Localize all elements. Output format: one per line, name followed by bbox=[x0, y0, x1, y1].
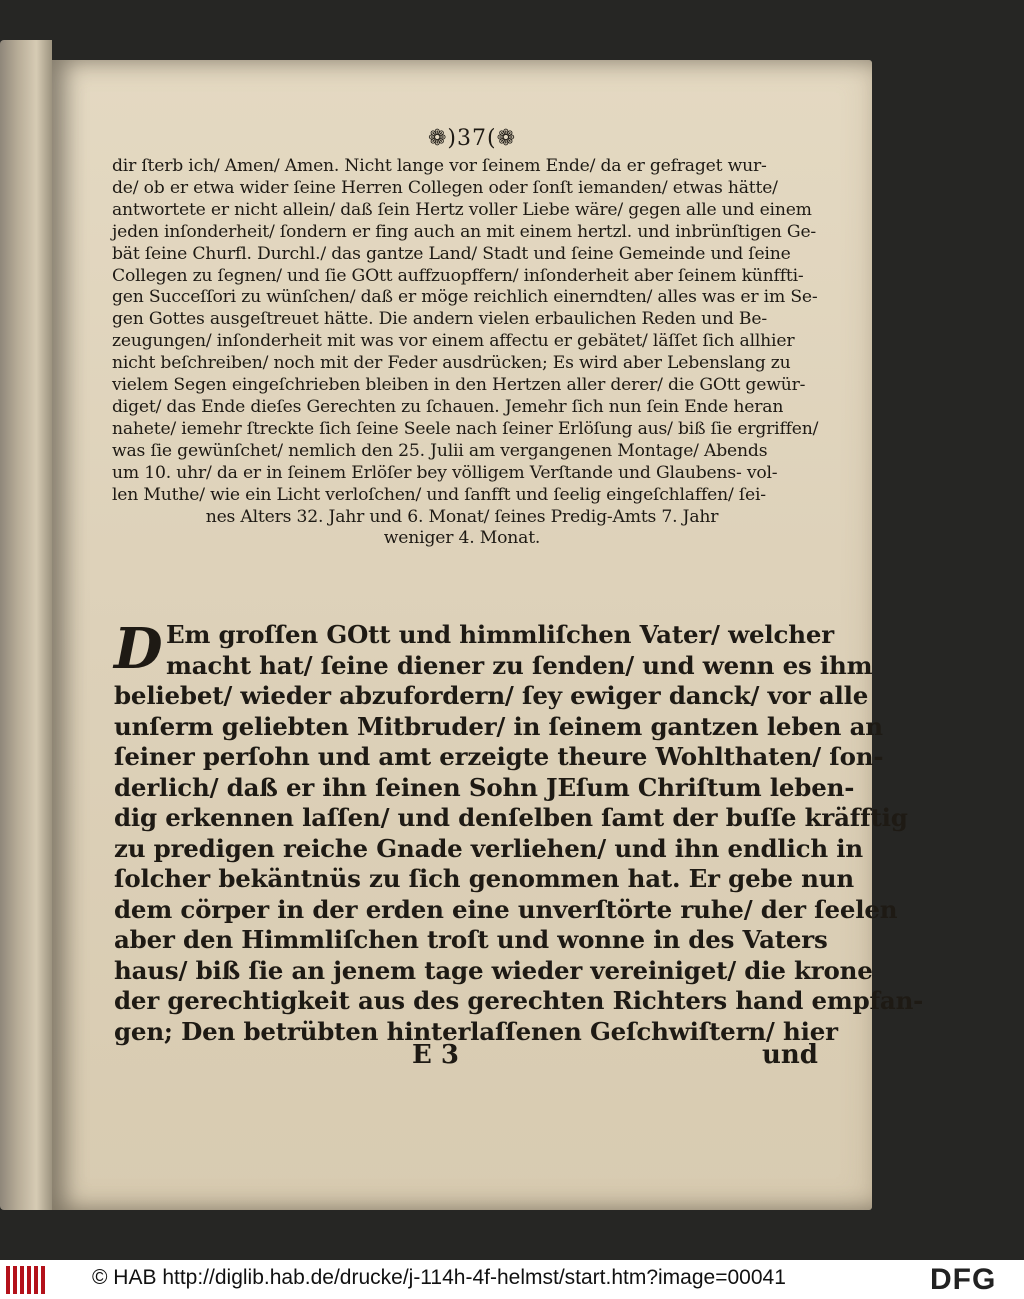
text-line: antwortete er nicht allein/ daß ſein Hertz voller Liebe wäre/ gegen alle und einem bbox=[112, 199, 812, 220]
text-line: Em groſſen GOtt und himmliſchen Vater/ welcher bbox=[166, 620, 834, 649]
text-line: ſolcher bekäntnüs zu ſich genommen hat. Er gebe nun bbox=[114, 864, 854, 893]
page-header: ❁)37(❁ bbox=[427, 126, 517, 151]
viewer-footer bbox=[0, 1260, 1024, 1299]
hab-logo-icon[interactable] bbox=[6, 1266, 48, 1294]
text-line: Collegen zu ſegnen/ und ſie GOtt auffzuopffern/ inſonderheit aber ſeinem künffti- bbox=[112, 265, 804, 286]
text-line: beliebet/ wieder abzufordern/ ſey ewiger danck/ vor alle bbox=[114, 681, 869, 710]
paragraph-large-print bbox=[114, 616, 924, 1047]
text-line: derlich/ daß er ihn ſeinen Sohn JEſum Chriſtum leben- bbox=[114, 772, 855, 802]
paragraph-small-print bbox=[112, 156, 819, 550]
page-footer bbox=[112, 1040, 822, 1070]
text-line: zu predigen reiche Gnade verliehen/ und ihn endlich in bbox=[114, 833, 863, 863]
text-line: unſerm geliebten Mitbruder/ in ſeinem gantzen leben an bbox=[114, 711, 883, 741]
text-line: nahete/ iemehr ſtreckte ſich ſeine Seele nach ſeiner Erlöſung aus/ biß ſie ergriffen/ bbox=[112, 418, 819, 439]
book-page bbox=[52, 60, 924, 1210]
text-line: aber den Himmliſchen troſt und wonne in des Vaters bbox=[114, 925, 828, 954]
drop-cap: D bbox=[114, 616, 163, 682]
dfg-logo[interactable]: DFG bbox=[930, 1263, 997, 1296]
text-line: was ſie gewünſchet/ nemlich den 25. Julii am vergangenen Montage/ Abends bbox=[112, 440, 768, 461]
text-line: dem cörper in der erden eine unverſtörte ruhe/ der ſeelen bbox=[114, 894, 898, 924]
book-page-edge bbox=[0, 40, 52, 1210]
text-line: gen; Den betrübten hinterlaſſenen Geſchwiſtern/ hier bbox=[114, 1016, 838, 1046]
text-line: len Muthe/ wie ein Licht verloſchen/ und ſanfft und ſeelig eingeſchlaffen/ ſei- bbox=[112, 484, 766, 505]
text-line: nes Alters 32. Jahr und 6. Monat/ ſeines Predig-Amts 7. Jahr bbox=[205, 506, 719, 527]
text-line: vielem Segen eingeſchrieben bleiben in den Hertzen aller derer/ die GOtt gewür- bbox=[112, 375, 806, 396]
text-line: gen Succeſſori zu wünſchen/ daß er möge reichlich einerndten/ alles was er im Se- bbox=[112, 287, 818, 308]
text-line: diget/ das Ende dieſes Gerechten zu ſchauen. Jemehr ſich nun ſein Ende heran bbox=[112, 396, 784, 417]
text-line: weniger 4. Monat. bbox=[383, 528, 541, 549]
text-line: de/ ob er etwa wider ſeine Herren Collegen oder ſonſt iemanden/ etwas hätte/ bbox=[112, 177, 778, 198]
text-line: ſeiner perſohn und amt erzeigte theure Wohlthaten/ ſon- bbox=[114, 742, 884, 771]
text-line: bät ſeine Churfl. Durchl./ das gantze Land/ Stadt und ſeine Gemeinde und ſeine bbox=[112, 243, 791, 264]
text-line: gen Gottes ausgeſtreuet hätte. Die andern vielen erbaulichen Reden und Be- bbox=[112, 309, 767, 330]
text-line: um 10. uhr/ da er in ſeinem Erlöſer bey völligem Verſtande und Glaubens- vol- bbox=[112, 462, 778, 483]
text-line: zeugungen/ inſonderheit mit was vor einem affectu er gebätet/ läſſet ſich allhier bbox=[112, 331, 795, 352]
text-line: haus/ biß ſie an jenem tage wieder vereiniget/ die krone bbox=[114, 955, 873, 985]
text-line: dir ſterb ich/ Amen/ Amen. Nicht lange vor ſeinem Ende/ da er gefraget wur- bbox=[112, 156, 767, 176]
copyright-link[interactable]: © HAB http://diglib.hab.de/drucke/j-114h-4f-helmst/start.htm?image=00041 bbox=[92, 1266, 786, 1289]
text-line: jeden inſonderheit/ ſondern er fing auch an mit einem hertzl. und inbrünſtigen Ge- bbox=[112, 221, 817, 242]
text-line: macht hat/ ſeine diener zu ſenden/ und wenn es ihm bbox=[166, 650, 873, 680]
signature-mark: E 3 bbox=[412, 1040, 459, 1070]
text-line: dig erkennen laſſen/ und denſelben ſamt der buſſe kräfftig bbox=[114, 803, 908, 832]
text-line: nicht beſchreiben/ noch mit der Feder ausdrücken; Es wird aber Lebenslang zu bbox=[112, 353, 791, 374]
text-line: der gerechtigkeit aus des gerechten Richters hand empfan- bbox=[114, 986, 924, 1015]
catchword: und bbox=[762, 1040, 818, 1070]
